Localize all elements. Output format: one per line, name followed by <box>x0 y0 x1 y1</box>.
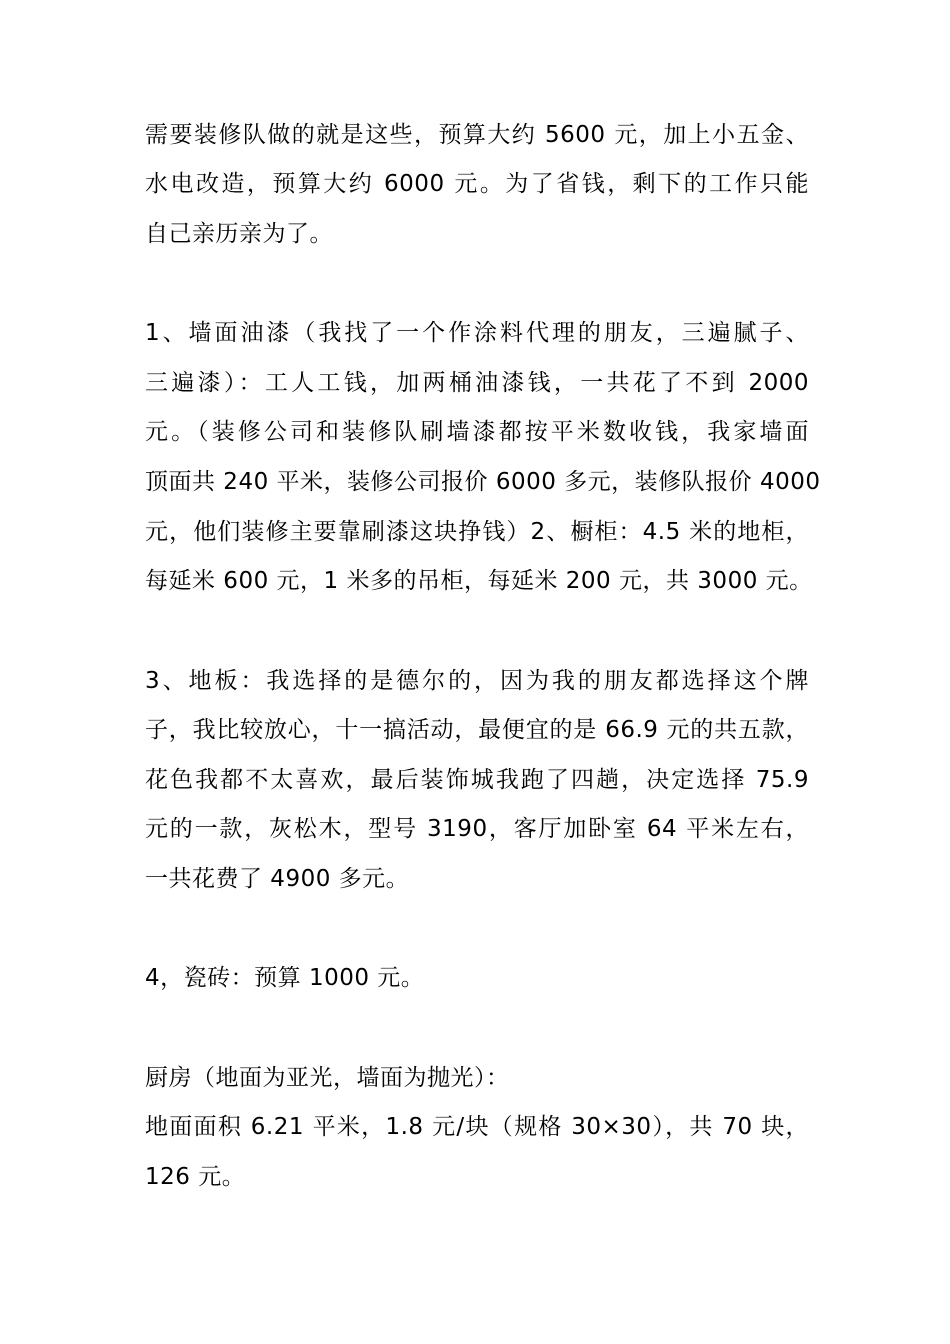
paragraph-3-line-4: 元的一款，灰松木，型号 3190，客厅加卧室 64 平米左右， <box>145 816 809 842</box>
paragraph-3-line-1: 3、地板：我选择的是德尔的，因为我的朋友都选择这个牌 <box>145 668 809 694</box>
paragraph-1-line-2: 水电改造，预算大约 6000 元。为了省钱，剩下的工作只能 <box>145 171 809 197</box>
paragraph-5-line-2: 地面面积 6.21 平米，1.8 元/块（规格 30×30），共 70 块， <box>145 1114 809 1140</box>
paragraph-2-line-1: 1、墙面油漆（我找了一个作涂料代理的朋友，三遍腻子、 <box>145 320 809 346</box>
paragraph-2-line-6: 每延米 600 元，1 米多的吊柜，每延米 200 元，共 3000 元。 <box>145 568 813 594</box>
paragraph-2-line-5: 元，他们装修主要靠刷漆这块挣钱）2、橱柜：4.5 米的地柜， <box>145 519 809 545</box>
paragraph-2-line-2: 三遍漆）：工人工钱，加两桶油漆钱，一共花了不到 2000 <box>145 370 809 396</box>
paragraph-3-line-2: 子，我比较放心，十一搞活动，最便宜的是 66.9 元的共五款， <box>145 717 809 743</box>
paragraph-2-line-3: 元。（装修公司和装修队刷墙漆都按平米数收钱，我家墙面 <box>145 419 809 445</box>
paragraph-1-line-1: 需要装修队做的就是这些，预算大约 5600 元，加上小五金、 <box>145 122 809 148</box>
paragraph-4-line-1: 4，瓷砖：预算 1000 元。 <box>145 965 425 991</box>
paragraph-5-line-1: 厨房（地面为亚光，墙面为抛光）： <box>145 1065 510 1091</box>
paragraph-3-line-3: 花色我都不太喜欢，最后装饰城我跑了四趟，决定选择 75.9 <box>145 767 809 793</box>
paragraph-1-line-3: 自己亲历亲为了。 <box>145 221 333 247</box>
paragraph-3-line-5: 一共花费了 4900 多元。 <box>145 866 410 892</box>
paragraph-2-line-4: 顶面共 240 平米，装修公司报价 6000 多元，装修队报价 4000 <box>145 469 821 495</box>
paragraph-5-line-3: 126 元。 <box>145 1164 246 1190</box>
